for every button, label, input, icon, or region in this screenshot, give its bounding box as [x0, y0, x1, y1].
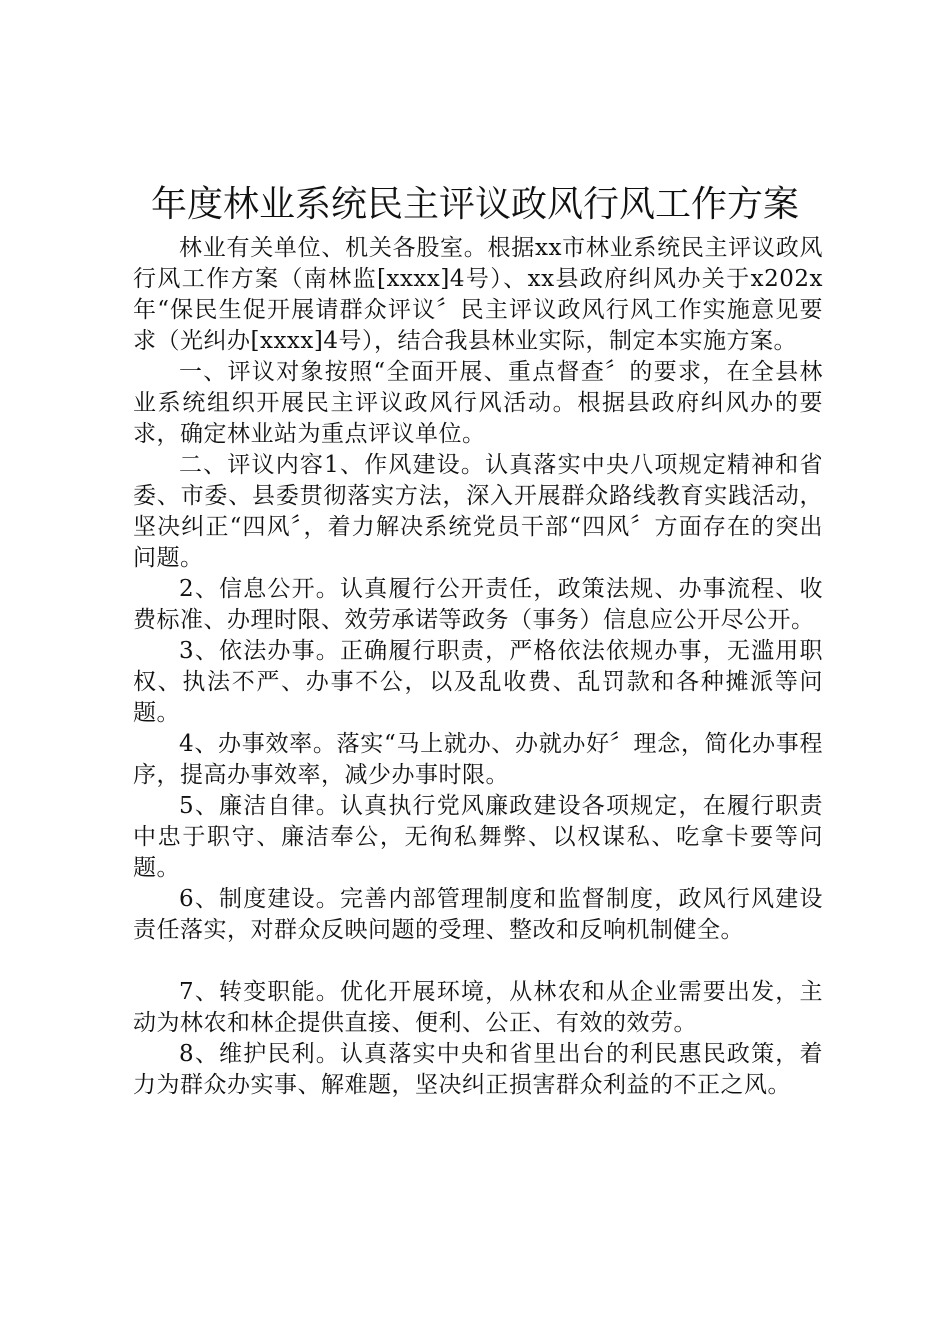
paragraph-info-disclosure: 2、信息公开。认真履行公开责任，政策法规、办事流程、收费标准、办理时限、效劳承诺等政务（事务）信息应公开尽公开。 [133, 576, 823, 633]
paragraph-system-building: 6、制度建设。完善内部管理制度和监督制度，政风行风建设责任落实，对群众反映问题的受理、整改和反响机制健全。 [133, 886, 823, 943]
paragraph-lawful-conduct: 3、依法办事。正确履行职责，严格依法依规办事，无滥用职权、执法不严、办事不公，以及乱收费、乱罚款和各种摊派等问题。 [133, 638, 823, 726]
paragraph-evaluation-target: 一、评议对象按照“全面开展、重点督查〞的要求，在全县林业系统组织开展民主评议政风行风活动。根据县政府纠风办的要求，确定林业站为重点评议单位。 [133, 359, 823, 447]
document-body [133, 233, 823, 1101]
paragraph-integrity: 5、廉洁自律。认真执行党风廉政建设各项规定，在履行职责中忠于职守、廉洁奉公，无徇私舞弊、以权谋私、吃拿卡要等问题。 [133, 793, 823, 881]
paragraph-function-change: 7、转变职能。优化开展环境，从林农和从企业需要出发，主动为林农和林企提供直接、便利、公正、有效的效劳。 [133, 979, 823, 1036]
document-title: 年度林业系统民主评议政风行风工作方案 [150, 184, 799, 225]
paragraph-intro: 林业有关单位、机关各股室。根据xx市林业系统民主评议政风行风工作方案（南林监[xxxx]4号）、xx县政府纠风办关于x202x年“保民生促开展请群众评议〞民主评议政风行风工作实施意见要求（光纠办[xxxx]4号），结合我县林业实际，制定本实施方案。 [133, 235, 823, 354]
paragraph-protect-interests: 8、维护民利。认真落实中央和省里出台的利民惠民政策，着力为群众办实事、解难题，坚决纠正损害群众利益的不正之风。 [133, 1041, 823, 1098]
paragraph-efficiency: 4、办事效率。落实“马上就办、办就办好〞理念，简化办事程序，提高办事效率，减少办事时限。 [133, 731, 823, 788]
paragraph-evaluation-content: 二、评议内容1、作风建设。认真落实中央八项规定精神和省委、市委、县委贯彻落实方法，深入开展群众路线教育实践活动，坚决纠正“四风〞，着力解决系统党员干部“四风〞方面存在的突出问题。 [133, 452, 823, 571]
